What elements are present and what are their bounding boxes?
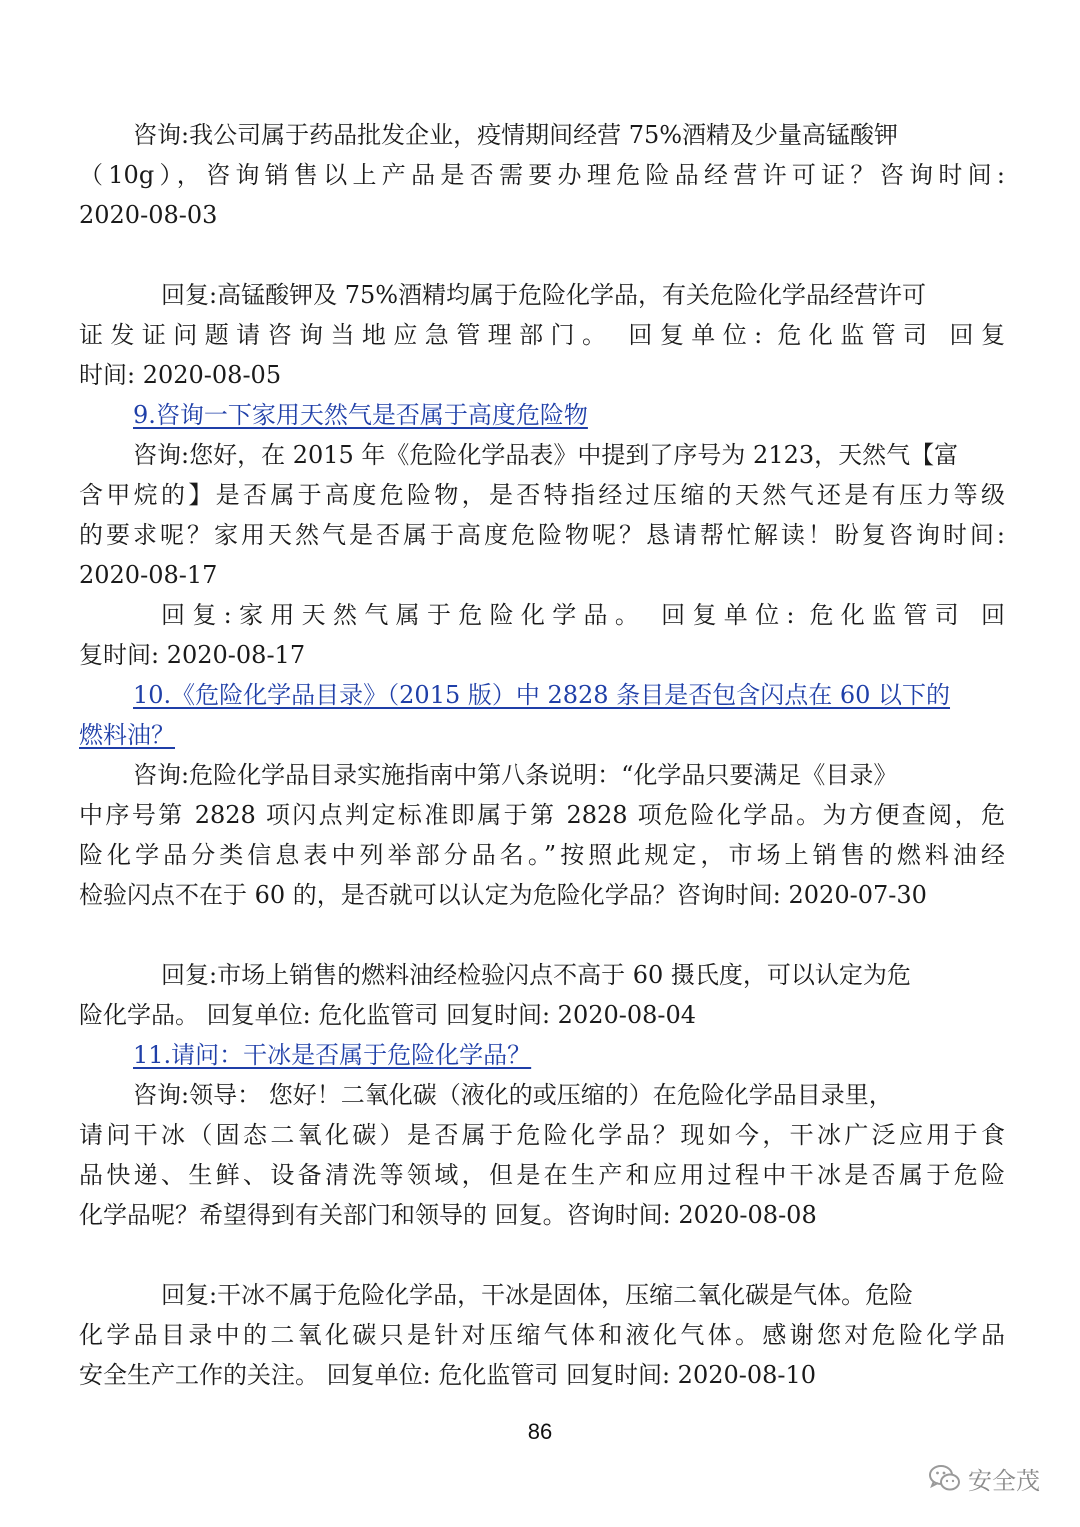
consult-text-line: 化学品呢？希望得到有关部门和领导的 回复。咨询时间: 2020-08-08: [79, 1201, 817, 1229]
consult-date-line: 2020-08-17: [79, 561, 218, 589]
reply-date-line: 复时间: 2020-08-17: [79, 641, 306, 669]
consult-text-line: 检验闪点不在于 60 的，是否就可以认定为危险化学品？咨询时间: 2020-07-30: [79, 881, 927, 909]
consult-text-line: 品快递、生鲜、设备清洗等领域，但是在生产和应用过程中干冰是否属于危险: [79, 1161, 1005, 1189]
consult-text-line: 咨询:您好，在 2015 年《危险化学品表》中提到了序号为 2123，天然气【富: [133, 441, 959, 469]
reply-date-line: 时间: 2020-08-05: [79, 361, 282, 389]
reply-text-line: 回复:高锰酸钾及 75%酒精均属于危险化学品，有关危险化学品经营许可: [161, 281, 927, 309]
reply-text-line: 回复:家用天然气属于危险化学品。 回复单位: 危化监管司 回: [161, 601, 1005, 629]
account-watermark: [928, 1458, 1058, 1498]
reply-text-line: 险化学品。 回复单位: 危化监管司 回复时间: 2020-08-04: [79, 1001, 697, 1029]
watermark-text: 安全茂: [968, 1466, 1040, 1495]
reply-text-line: 安全生产工作的关注。 回复单位: 危化监管司 回复时间: 2020-08-10: [79, 1361, 817, 1389]
question-heading-9[interactable]: 9.咨询一下家用天然气是否属于高度危险物: [133, 401, 588, 429]
consult-text-line: 咨询:领导： 您好！二氧化碳（液化的或压缩的）在危险化学品目录里，: [133, 1081, 893, 1109]
consult-date-line: 2020-08-03: [79, 201, 218, 229]
reply-text-line: 回复:干冰不属于危险化学品，干冰是固体，压缩二氧化碳是气体。危险: [161, 1281, 914, 1309]
wechat-icon: [928, 1463, 962, 1493]
consult-text-line: （10g），咨询销售以上产品是否需要办理危险品经营许可证？咨询时间:: [79, 161, 1005, 189]
question-heading-10[interactable]: 10.《危险化学品目录》（2015 版）中 2828 条目是否包含闪点在 60 以下的: [133, 681, 951, 709]
question-heading-11[interactable]: 11.请问：干冰是否属于危险化学品？: [133, 1041, 532, 1069]
consult-text-line: 请问干冰（固态二氧化碳）是否属于危险化学品？现如今，干冰广泛应用于食: [79, 1121, 1005, 1149]
consult-text-line: 含甲烷的】是否属于高度危险物，是否特指经过压缩的天然气还是有压力等级: [79, 481, 1005, 509]
consult-text-line: 咨询:我公司属于药品批发企业，疫情期间经营 75%酒精及少量高锰酸钾: [133, 121, 899, 149]
reply-text-line: 证发证问题请咨询当地应急管理部门。 回复单位: 危化监管司 回复: [79, 321, 1005, 349]
consult-text-line: 咨询:危险化学品目录实施指南中第八条说明：“化学品只要满足《目录》: [133, 761, 898, 789]
consult-text-line: 险化学品分类信息表中列举部分品名。”按照此规定，市场上销售的燃料油经: [79, 841, 1005, 869]
reply-text-line: 化学品目录中的二氧化碳只是针对压缩气体和液化气体。感谢您对危险化学品: [79, 1321, 1005, 1349]
page-number: 86: [527, 1419, 553, 1444]
consult-text-line: 的要求呢？家用天然气是否属于高度危险物呢？恳请帮忙解读！盼复咨询时间:: [79, 521, 1005, 549]
question-heading-10-cont[interactable]: 燃料油？: [79, 721, 175, 749]
reply-text-line: 回复:市场上销售的燃料油经检验闪点不高于 60 摄氏度，可以认定为危: [161, 961, 911, 989]
consult-text-line: 中序号第 2828 项闪点判定标准即属于第 2828 项危险化学品。为方便查阅，危: [79, 801, 1005, 829]
